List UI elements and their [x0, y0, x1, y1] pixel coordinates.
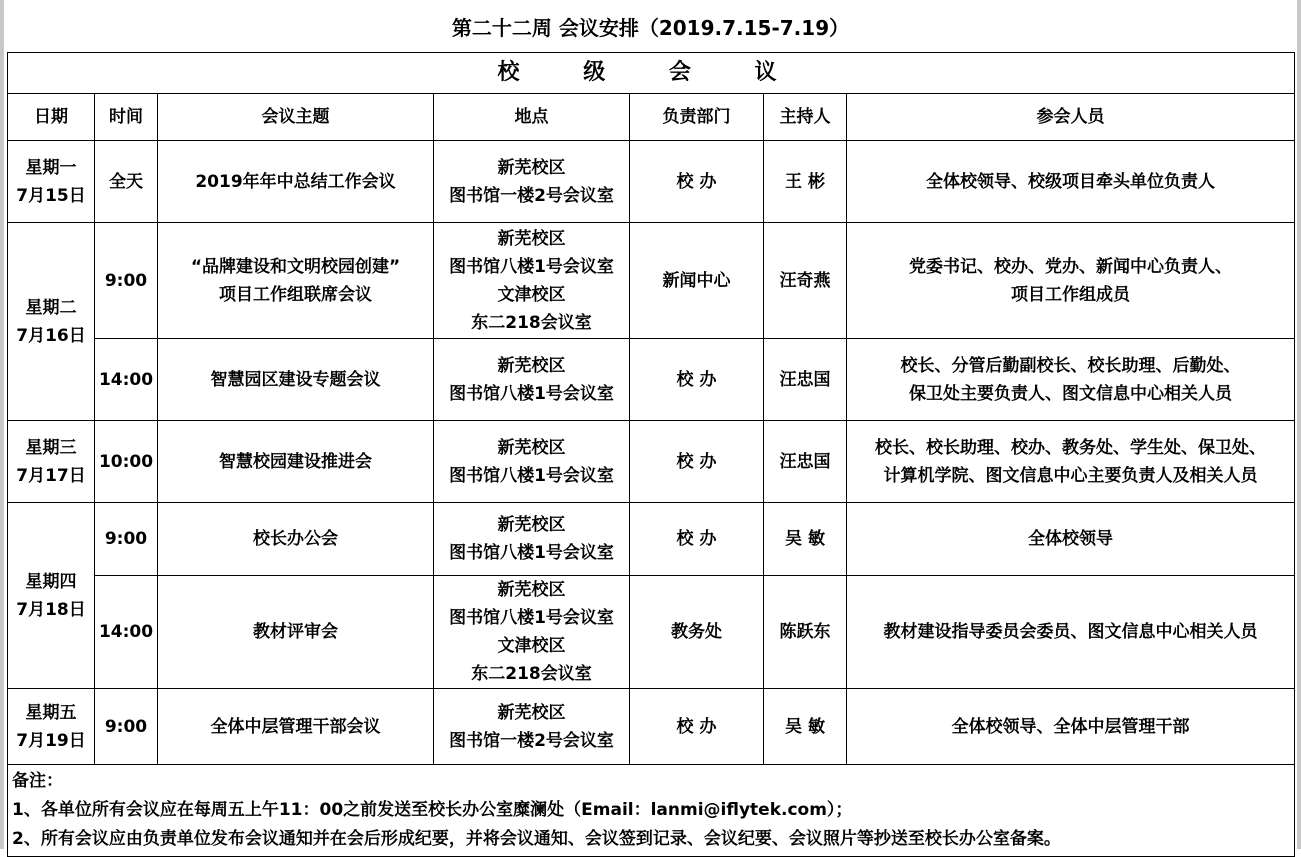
topic-line: 项目工作组联席会议 — [219, 284, 372, 305]
topic-line: 校长办公会 — [253, 529, 338, 549]
attendees-line: 校长、校长助理、校办、教务处、学生处、保卫处、 — [875, 437, 1267, 458]
place-line: 图书馆八楼1号会议室 — [449, 383, 614, 404]
place-line: 新芜校区 — [497, 228, 566, 249]
place-line: 新芜校区 — [497, 702, 566, 723]
topic-line: 全体中层管理干部会议 — [210, 716, 381, 737]
attendees-cell — [847, 421, 1295, 503]
dept-cell: 校 办 — [630, 689, 764, 765]
place-line: 图书馆一楼2号会议室 — [449, 185, 614, 206]
place-line: 新芜校区 — [497, 355, 566, 376]
header-row — [8, 94, 1295, 141]
time-cell: 9:00 — [95, 223, 158, 339]
dept-cell: 校 办 — [630, 421, 764, 503]
time-cell: 14:00 — [95, 576, 158, 689]
attendees-cell — [847, 689, 1295, 765]
attendees-cell — [847, 223, 1295, 339]
meeting-row — [8, 503, 1295, 576]
topic-line: 智慧园区建设专题会议 — [210, 369, 381, 390]
dept-cell: 教务处 — [630, 576, 764, 689]
place-line: 图书馆一楼2号会议室 — [449, 730, 614, 751]
attendees-line: 党委书记、校办、党办、新闻中心负责人、 — [909, 256, 1233, 277]
place-cell — [434, 503, 630, 576]
place-line: 东二218会议室 — [471, 664, 592, 684]
meeting-row — [8, 223, 1295, 339]
meeting-row — [8, 421, 1295, 503]
header-date: 日期 — [8, 94, 95, 141]
right-gutter — [1297, 0, 1301, 849]
date: 7月16日 — [16, 325, 86, 346]
host-cell: 吴 敏 — [764, 689, 847, 765]
attendees-cell — [847, 576, 1295, 689]
place-line: 新芜校区 — [497, 515, 566, 535]
date: 7月17日 — [16, 465, 86, 486]
note-item: 1、各单位所有会议应在每周五上午11：00之前发送至校长办公室糜澜处（Email：lanmi@iflytek.com）； — [12, 800, 853, 820]
time-cell: 10:00 — [95, 421, 158, 503]
place-line: 图书馆八楼1号会议室 — [449, 608, 614, 628]
attendees-line: 项目工作组成员 — [1011, 284, 1131, 305]
topic-cell — [158, 503, 434, 576]
place-cell — [434, 689, 630, 765]
place-line: 图书馆八楼1号会议室 — [449, 465, 614, 486]
host-cell: 吴 敏 — [764, 503, 847, 576]
time-cell: 全天 — [95, 141, 158, 223]
host-cell: 陈跃东 — [764, 576, 847, 689]
weekday: 星期二 — [25, 297, 77, 318]
host-cell: 王 彬 — [764, 141, 847, 223]
topic-cell — [158, 689, 434, 765]
attendees-line: 教材建设指导委员会委员、图文信息中心相关人员 — [883, 622, 1258, 642]
place-line: 图书馆八楼1号会议室 — [449, 256, 614, 277]
section-banner-row — [8, 53, 1295, 94]
attendees-line: 计算机学院、图文信息中心主要负责人及相关人员 — [883, 465, 1258, 486]
host-cell: 汪奇燕 — [764, 223, 847, 339]
note-item: 2、所有会议应由负责单位发布会议通知并在会后形成纪要，并将会议通知、会议签到记录、会议纪要、会议照片等抄送至校长办公室备案。 — [12, 829, 1061, 849]
weekday: 星期四 — [25, 571, 77, 592]
attendees-line: 保卫处主要负责人、图文信息中心相关人员 — [909, 383, 1233, 404]
meeting-row — [8, 339, 1295, 421]
topic-line: “品牌建设和文明校园创建” — [190, 256, 401, 277]
place-line: 图书馆八楼1号会议室 — [449, 543, 614, 563]
header-topic: 会议主题 — [158, 94, 434, 141]
time-cell: 9:00 — [95, 503, 158, 576]
date-cell — [8, 223, 95, 421]
time-cell: 14:00 — [95, 339, 158, 421]
page-title: 第二十二周 会议安排（2019.7.15-7.19） — [451, 15, 850, 40]
header-host: 主持人 — [764, 94, 847, 141]
host-cell: 汪忠国 — [764, 421, 847, 503]
date: 7月19日 — [16, 730, 86, 751]
meeting-row — [8, 689, 1295, 765]
topic-line: 2019年年中总结工作会议 — [195, 171, 396, 192]
date-cell — [8, 503, 95, 689]
weekday: 星期一 — [25, 157, 77, 178]
place-line: 新芜校区 — [497, 157, 566, 178]
date: 7月18日 — [16, 599, 86, 620]
date: 7月15日 — [16, 185, 86, 206]
notes-row — [8, 765, 1295, 857]
topic-line: 智慧校园建设推进会 — [219, 451, 372, 472]
notes-label: 备注： — [12, 771, 63, 791]
topic-cell — [158, 576, 434, 689]
place-line: 文津校区 — [497, 636, 566, 656]
host-cell: 汪忠国 — [764, 339, 847, 421]
topic-cell — [158, 223, 434, 339]
header-attendees: 参会人员 — [847, 94, 1295, 141]
place-cell — [434, 421, 630, 503]
time-cell: 9:00 — [95, 689, 158, 765]
header-place: 地点 — [434, 94, 630, 141]
attendees-cell — [847, 339, 1295, 421]
place-cell — [434, 223, 630, 339]
topic-line: 教材评审会 — [253, 622, 338, 642]
weekday: 星期三 — [25, 437, 77, 458]
section-banner: 校 级 会 议 — [8, 53, 1295, 94]
dept-cell: 新闻中心 — [630, 223, 764, 339]
attendees-line: 全体校领导、校级项目牵头单位负责人 — [926, 171, 1216, 192]
place-cell — [434, 141, 630, 223]
meeting-row — [8, 576, 1295, 689]
attendees-cell — [847, 503, 1295, 576]
left-gutter — [0, 0, 4, 849]
meeting-row — [8, 141, 1295, 223]
place-line: 文津校区 — [497, 284, 566, 305]
place-cell — [434, 339, 630, 421]
place-line: 新芜校区 — [497, 580, 566, 600]
header-time: 时间 — [95, 94, 158, 141]
attendees-cell — [847, 141, 1295, 223]
topic-cell — [158, 141, 434, 223]
dept-cell: 校 办 — [630, 141, 764, 223]
place-line: 新芜校区 — [497, 437, 566, 458]
place-line: 东二218会议室 — [471, 312, 592, 333]
topic-cell — [158, 421, 434, 503]
dept-cell: 校 办 — [630, 503, 764, 576]
date-cell — [8, 689, 95, 765]
header-dept: 负责部门 — [630, 94, 764, 141]
topic-cell — [158, 339, 434, 421]
date-cell — [8, 421, 95, 503]
date-cell — [8, 141, 95, 223]
meeting-schedule-table — [7, 52, 1295, 857]
attendees-line: 校长、分管后勤副校长、校长助理、后勤处、 — [900, 355, 1241, 376]
attendees-line: 全体校领导、全体中层管理干部 — [951, 716, 1190, 737]
place-cell — [434, 576, 630, 689]
dept-cell: 校 办 — [630, 339, 764, 421]
attendees-line: 全体校领导 — [1028, 529, 1114, 549]
weekday: 星期五 — [25, 702, 77, 723]
notes-cell — [8, 765, 1295, 857]
